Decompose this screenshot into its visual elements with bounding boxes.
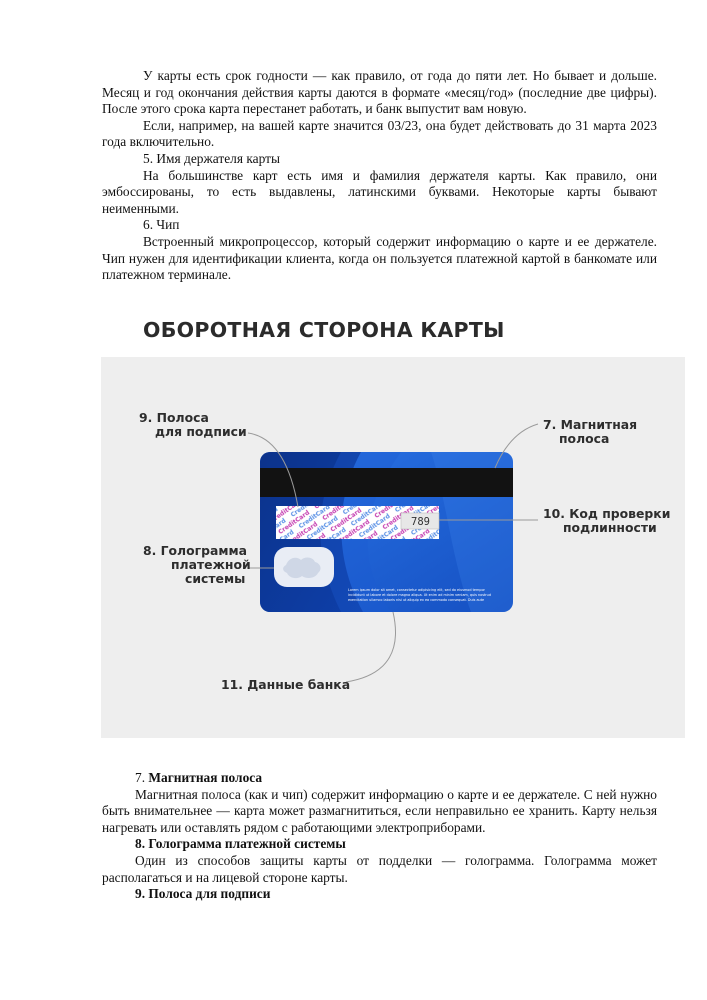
magnetic-stripe — [260, 468, 513, 497]
heading-magnetic-stripe-number: 7. — [135, 770, 149, 785]
chip-paragraph: Встроенный микропроцессор, который содержит информацию о карте и ее держателе. Чип нужен для идентификации клиента, когда он пользуется платежной картой в банкомате или платежном терминале. — [102, 233, 657, 283]
top-text-section — [102, 68, 657, 284]
label-signature-strip-1: 9. Полоса — [139, 410, 209, 425]
label-magnetic-stripe-1: 7. Магнитная — [543, 417, 638, 432]
heading-signature-strip — [102, 886, 657, 903]
cvv-code: 789 — [411, 516, 430, 528]
heading-hologram — [102, 836, 657, 853]
label-hologram-2: платежной — [171, 557, 251, 572]
bank-info-text — [348, 588, 491, 602]
bottom-text-section — [102, 770, 657, 903]
heading-signature-strip-title: 9. Полоса для подписи — [135, 886, 271, 902]
expiry-paragraph: У карты есть срок годности — как правило, от года до пяти лет. Но бывает и дольше. Месяц и год окончания действия карты даются в формате «месяц/год» (последние две цифры). После этого срока карта перестанет работать, и банк выпустит вам новую. — [102, 68, 657, 117]
bank-card — [260, 452, 513, 612]
magnetic-stripe-paragraph: Магнитная полоса (как и чип) содержит информацию о карте и ее держателе. С ней нужно быть внимательнее — карта может размагнититься, если неправильно ее хранить. Карту нельзя нагревать или оставлять рядом с работающими электроприборами. — [102, 786, 657, 835]
card-back-figure — [101, 357, 685, 738]
card-back-illustration — [101, 357, 685, 738]
heading-chip: 6. Чип — [143, 217, 180, 233]
label-hologram-3: системы — [185, 571, 246, 586]
cardholder-name-paragraph: На большинстве карт есть имя и фамилия держателя карты. Как правило, они эмбоссированы, то есть выдавлены, латинскими буквами. Некоторые карты бывают неименными. — [102, 167, 657, 216]
svg-text:incididunt ut labore et dolore: incididunt ut labore et dolore magna aliqua. Ut enim ad minim veniam, quis nostrud — [348, 593, 491, 597]
hologram-paragraph: Один из способов защиты карты от подделки — голограмма. Голограмма может располагаться и на лицевой стороне карты. — [102, 852, 657, 885]
label-magnetic-stripe-2: полоса — [559, 431, 610, 446]
label-verification-code-1: 10. Код проверки — [543, 506, 671, 521]
svg-text:exercitation ullamco laboris n: exercitation ullamco laboris nisi ut aliquip ex ea commodo consequat. Duis aute — [348, 598, 485, 602]
svg-text:Lorem ipsum dolor sit amet, co: Lorem ipsum dolor sit amet, consectetur adipisicing elit, sed do eiusmod tempor — [348, 588, 485, 592]
label-verification-code-2: подлинности — [563, 520, 657, 535]
label-bank-data: 11. Данные банка — [221, 677, 351, 692]
heading-magnetic-stripe — [102, 770, 657, 787]
heading-hologram-title: 8. Голограмма платежной системы — [135, 836, 346, 852]
hologram — [274, 547, 334, 587]
heading-magnetic-stripe-title: Магнитная полоса — [148, 770, 263, 785]
expiry-example-paragraph: Если, например, на вашей карте значится 03/23, она будет действовать до 31 марта 2023 года включительно. — [102, 117, 657, 150]
figure-title: ОБОРОТНАЯ СТОРОНА КАРТЫ — [143, 318, 505, 342]
label-hologram-1: 8. Голограмма — [143, 543, 247, 558]
label-signature-strip-2: для подписи — [155, 424, 247, 439]
heading-cardholder-name: 5. Имя держателя карты — [143, 150, 280, 166]
